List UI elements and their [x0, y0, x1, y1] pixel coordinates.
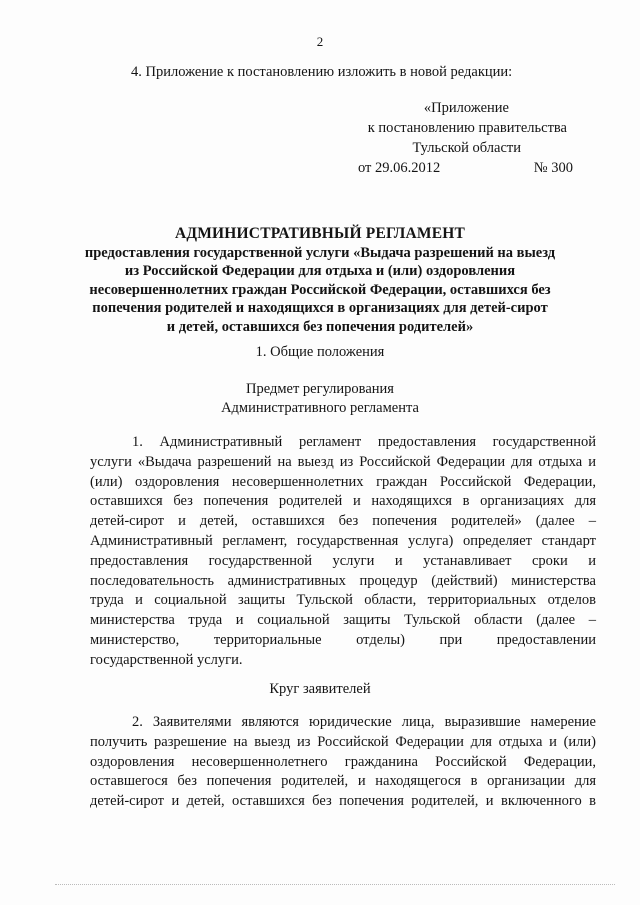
paragraph-line: услуги «Выдача разрешений на выезд из Российской Федерации для отдыха и	[90, 453, 596, 470]
paragraph-line: получить разрешение на выезд из Российской Федерации для отдыха и (или)	[90, 733, 596, 750]
paragraph-line: министерства труда и социальной защиты Тульской области (далее –	[90, 612, 596, 629]
appendix-stamp-number: № 300	[533, 160, 573, 176]
regulation-title	[60, 225, 580, 337]
paragraph-line: детей-сирот и детей, оставшихся без попечения родителей» (далее –	[90, 513, 596, 530]
intro-line: 4. Приложение к постановлению изложить в новой редакции:	[131, 64, 513, 80]
paragraph-line: министерство, территориальные отделы) при предоставлении	[90, 631, 596, 648]
paragraph-line: государственной услуги.	[90, 651, 243, 668]
regulation-title-line: несовершеннолетних граждан Российской Федерации, оставшихся без	[89, 281, 551, 298]
scan-artifact-divider	[55, 884, 615, 886]
appendix-stamp-line-3: Тульской области	[412, 140, 521, 156]
paragraph-line: предоставления государственной услуги и устанавливает сроки и	[90, 552, 596, 569]
paragraph-line: 2. Заявителями являются юридические лица, выразившие намерение	[132, 714, 596, 730]
appendix-stamp-date: от 29.06.2012	[358, 160, 441, 176]
paragraph-line: (или) оздоровления несовершеннолетних граждан Российской Федерации,	[90, 473, 596, 490]
appendix-stamp-line-2: к постановлению правительства	[367, 120, 567, 136]
paragraph-line: детей-сирот и детей, оставшихся без попечения родителей, и включенного в	[90, 793, 596, 810]
paragraph-line: оставшегося без попечения родителей, и находящегося в организации для	[90, 773, 596, 790]
section-heading-general: 1. Общие положения	[255, 344, 385, 360]
paragraph-line: 1. Административный регламент предоставления государственной	[132, 434, 596, 450]
appendix-stamp-line-1: «Приложение	[423, 100, 509, 116]
regulation-title-main: АДМИНИСТРАТИВНЫЙ РЕГЛАМЕНТ	[174, 225, 466, 242]
regulation-title-line: и детей, оставшихся без попечения родителей»	[166, 318, 474, 335]
paragraph-line: оздоровления несовершеннолетнего гражданина Российской Федерации,	[90, 753, 596, 770]
page-number: 2	[316, 34, 324, 49]
paragraph-line: Административный регламент, государственная услуга) определяет стандарт	[90, 532, 596, 549]
paragraph-2	[90, 713, 596, 812]
subsection-heading-line: Административного регламента	[221, 400, 419, 416]
regulation-title-line: попечения родителей и находящихся в организациях для детей-сирот	[92, 300, 548, 317]
paragraph-line: труда и социальной защиты Тульской области, территориальных отделов	[90, 592, 596, 609]
subsection-heading-line: Предмет регулирования	[246, 381, 394, 397]
paragraph-line: последовательность административных процедур (действий) министерства	[90, 572, 596, 589]
subsection-heading-applicants: Круг заявителей	[269, 681, 371, 697]
regulation-title-line: из Российской Федерации для отдыха и (или) оздоровления	[124, 263, 516, 280]
regulation-title-line: предоставления государственной услуги «Выдача разрешений на выезд	[84, 244, 556, 261]
paragraph-line: оставшихся без попечения родителей и находящихся в организациях для	[90, 493, 596, 510]
paragraph-1	[90, 433, 596, 671]
subsection-heading-subject	[60, 380, 580, 418]
